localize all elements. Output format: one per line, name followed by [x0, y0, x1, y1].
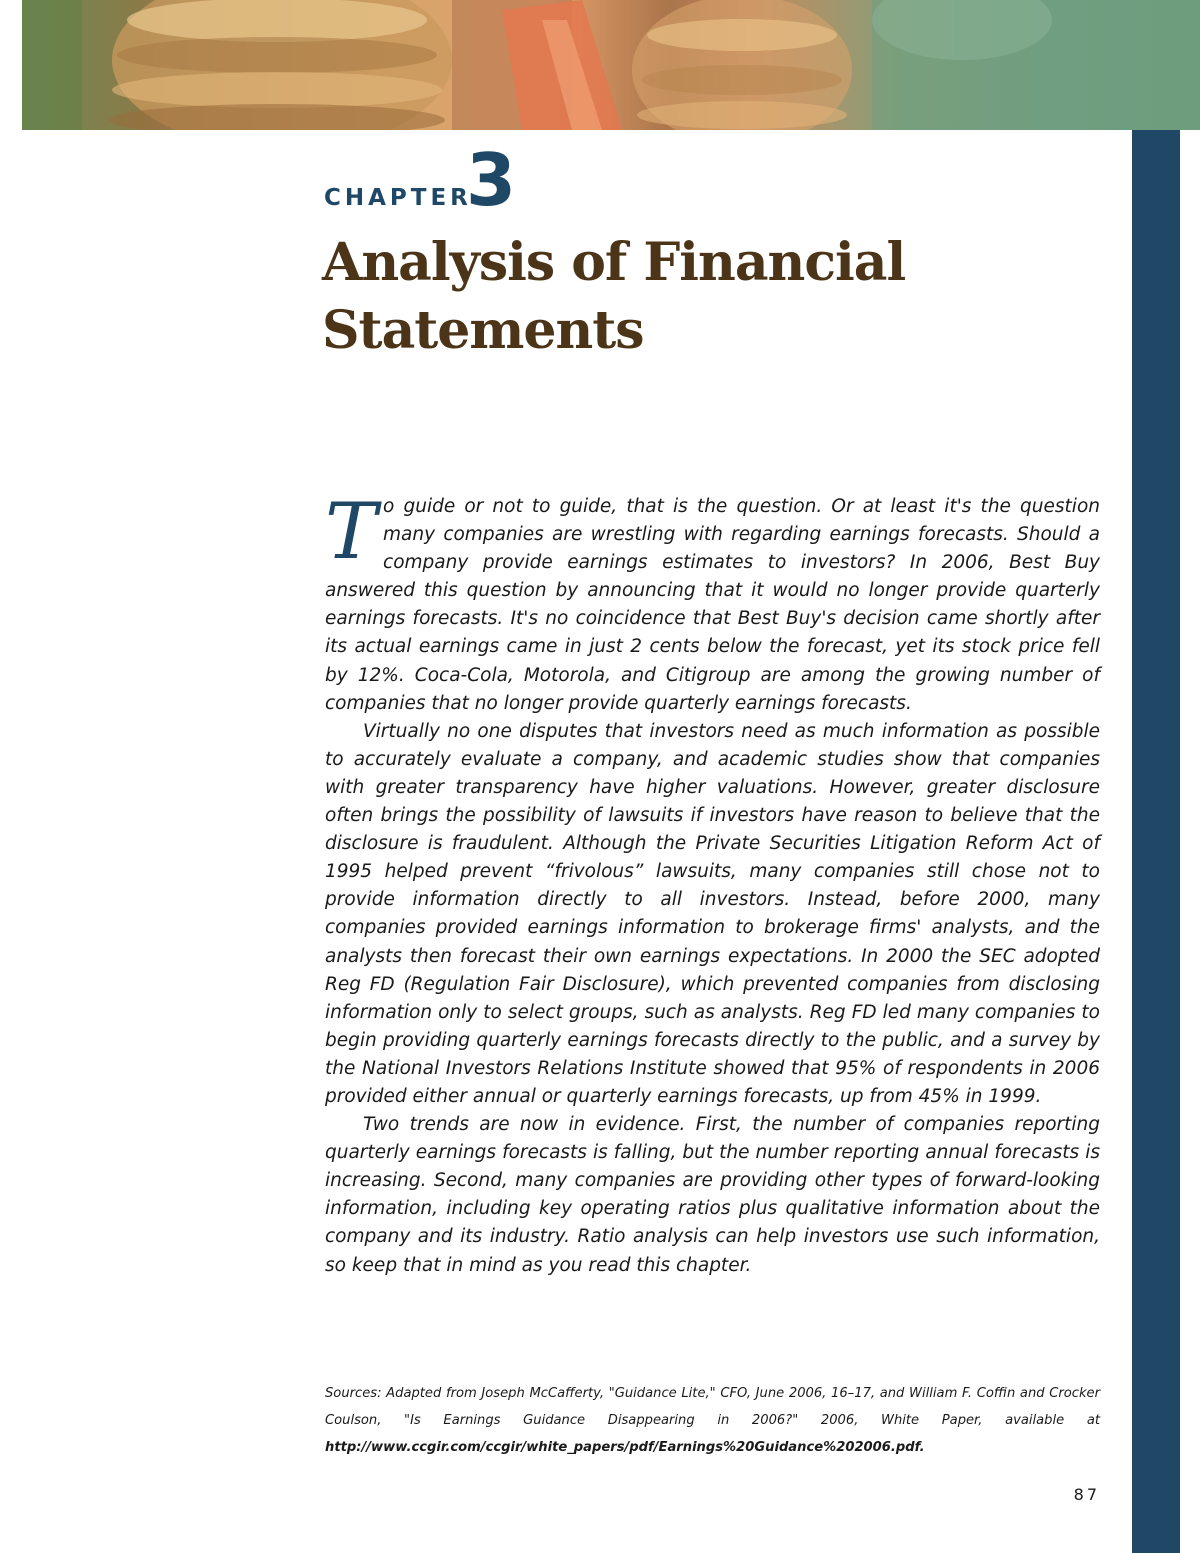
chapter-number: 3 [466, 138, 517, 222]
opening-paragraph-1 [325, 487, 1100, 718]
sources-url-link[interactable]: http://www.ccgir.com/ccgir/white_papers/pdf/Earnings%20Guidance%202006.pdf. [325, 1440, 925, 1455]
chapter-title [322, 229, 942, 365]
chapter-title-line-1: Analysis of Financial [322, 232, 906, 293]
chapter-side-bar [1132, 130, 1180, 1553]
drop-cap: T [325, 487, 378, 577]
sources-text: Sources: Adapted from Joseph McCafferty, "Guidance Lite," CFO, June 2006, 16–17, and William F. Coffin and Crocker Coulson, "Is Earnings Guidance Disappearing in 2006?" 2006, White Paper, available at [325, 1386, 1100, 1428]
opening-paragraph-3: Two trends are now in evidence. First, the number of companies reporting quarterly earnings forecasts is falling, but the number reporting annual forecasts is increasing. Second, many companies are providing other types of forward-looking information, including key operating ratios plus qualitative information about the company and its industry. Ratio analysis can help investors use such information, so keep that in mind as you read this chapter. [325, 1114, 1100, 1276]
page-number: 87 [1073, 1485, 1100, 1504]
chapter-label: CHAPTER [324, 185, 472, 211]
coin-stack-image [22, 0, 1200, 130]
chapter-title-line-2: Statements [322, 300, 644, 361]
chapter-opening-vignette [325, 487, 1100, 1280]
paragraph-1-text: o guide or not to guide, that is the question. Or at least it's the question many companies are wrestling with regarding earnings forecasts. Should a company provide earnings estimates to investors? In 2006, Best Buy answered this question by announcing that it would no longer provide quarterly earnings forecasts. It's no coincidence that Best Buy's decision came shortly after its actual earnings came in just 2 cents below the forecast, yet its stock price fell by 12%. Coca-Cola, Motorola, and Citigroup are among the growing number of companies that no longer provide quarterly earnings forecasts. [325, 496, 1100, 714]
chapter-opener-photo [22, 0, 1200, 130]
opening-paragraph-2: Virtually no one disputes that investors need as much information as possible to accurately evaluate a company, and academic studies show that companies with greater transparency have higher valuations. However, greater disclosure often brings the possibility of lawsuits if investors have reason to believe that the disclosure is fraudulent. Although the Private Securities Litigation Reform Act of 1995 helped prevent “frivolous” lawsuits, many companies still chose not to provide information directly to all investors. Instead, before 2000, many companies provided earnings information to brokerage firms' analysts, and the analysts then forecast their own earnings expectations. In 2000 the SEC adopted Reg FD (Regulation Fair Disclosure), which prevented companies from disclosing information only to select groups, such as analysts. Reg FD led many companies to begin providing quarterly earnings forecasts directly to the public, and a survey by the National Investors Relations Institute showed that 95% of respondents in 2006 provided either annual or quarterly earnings forecasts, up from 45% in 1999. [325, 720, 1100, 1107]
sources-note [325, 1380, 1100, 1461]
